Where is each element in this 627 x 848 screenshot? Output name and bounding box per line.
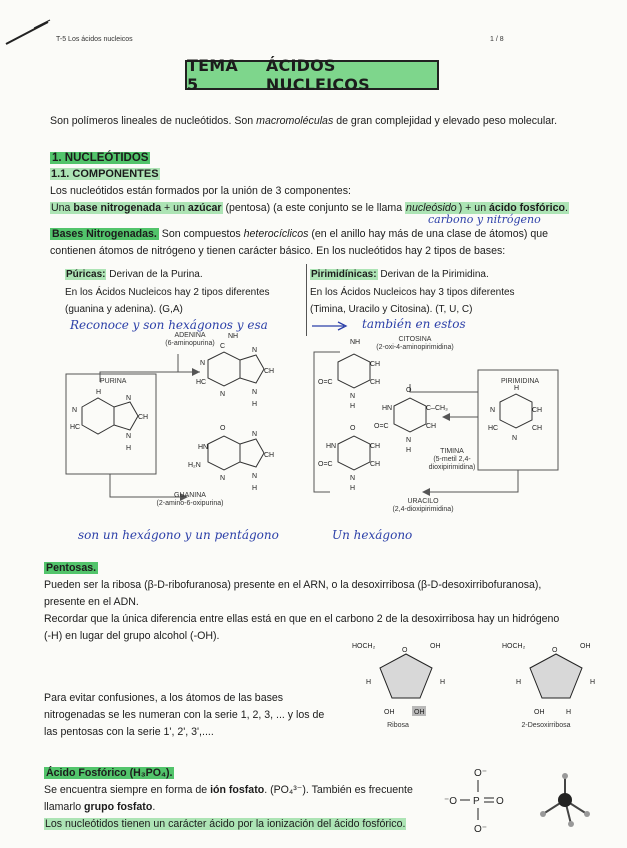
pen-mark <box>4 18 52 48</box>
svg-text:CH: CH <box>370 461 381 468</box>
label-adenina: ADENINA <box>174 332 206 339</box>
bases-paragraph-1: Bases Nitrogenadas. Son compuestos heterocíclicos (en el anillo hay más de una clase de átomos) que <box>52 228 549 240</box>
puricas-title: Púricas: Derivan de la Purina. <box>66 269 203 280</box>
svg-text:NH: NH <box>350 339 361 346</box>
svg-text:H: H <box>590 679 596 686</box>
components-line: Los nucleótidos están formados por la unión de 3 componentes: <box>50 185 351 197</box>
svg-text:N: N <box>220 475 226 482</box>
svg-text:N: N <box>72 407 78 414</box>
label-guanina: GUANINA <box>174 492 206 499</box>
svg-text:O: O <box>496 796 504 807</box>
svg-text:H: H <box>406 447 412 454</box>
pirimidinicas-line3: (Timina, Uracilo y Citosina). (T, U, C) <box>310 304 473 315</box>
svg-text:H: H <box>566 709 572 716</box>
svg-text:C–CH₃: C–CH₃ <box>426 405 448 412</box>
label-desoxirribosa: 2-Desoxirribosa <box>521 722 571 729</box>
pentosas-text-3: Recordar que la única diferencia entre ellas está en que en el carbono 2 de la desoxirribosa hay un hidrógeno <box>44 613 560 625</box>
svg-text:CH: CH <box>370 443 381 450</box>
svg-text:H: H <box>350 403 356 410</box>
label-adenina-sub: (6-aminopurina) <box>165 340 215 347</box>
phosphate-structure <box>440 766 520 840</box>
svg-text:O=C: O=C <box>374 423 389 430</box>
svg-text:HN: HN <box>382 405 393 412</box>
fosforico-heading: Ácido Fosfórico (H₃PO₄). <box>46 767 173 779</box>
svg-text:OH: OH <box>580 643 591 650</box>
doc-name: T-5 Los ácidos nucleicos <box>56 36 133 43</box>
svg-text:CH: CH <box>138 414 149 421</box>
title-tema: TEMA 5 <box>187 56 238 94</box>
svg-text:O: O <box>402 647 408 654</box>
handwritten-pirimidinicas: también en estos <box>362 317 466 331</box>
label-citosina: CITOSINA <box>398 336 432 343</box>
svg-text:OH: OH <box>534 709 545 716</box>
svg-text:N: N <box>252 431 258 438</box>
svg-text:CH: CH <box>370 361 381 368</box>
label-timina: TIMINA <box>440 448 464 455</box>
label-uracilo: URACILO <box>407 498 439 505</box>
label-purina: PURINA <box>100 378 127 385</box>
svg-text:N: N <box>350 393 356 400</box>
svg-text:OH: OH <box>384 709 395 716</box>
svg-text:CH: CH <box>426 423 437 430</box>
handwritten-note-carbono: carbono y nitrógeno <box>428 213 541 226</box>
svg-text:N: N <box>512 435 518 442</box>
pentosas-heading: Pentosas. <box>46 562 97 574</box>
pirimidinicas-title: Pirimidínicas: Derivan de la Pirimidina. <box>311 269 489 280</box>
pentosas-text-2: presente en el ADN. <box>44 596 139 608</box>
svg-text:CH: CH <box>264 452 275 459</box>
svg-text:O: O <box>220 425 226 432</box>
label-timina-sub: (5-metil 2,4-dioxipirimidina) <box>428 456 476 471</box>
intro-paragraph: Son polímeros lineales de nucleótidos. Son macromoléculas de gran complejidad y elevado peso molecular. <box>50 115 558 127</box>
svg-text:C: C <box>220 343 226 350</box>
svg-text:NH: NH <box>228 333 239 340</box>
svg-text:H₂N: H₂N <box>188 462 201 469</box>
label-pirimidina: PIRIMIDINA <box>500 378 540 385</box>
handwritten-puricas: Reconoce y son hexágonos y esa <box>70 318 268 332</box>
phosphate-3d-model <box>535 770 595 830</box>
pentosas-text-7: las pentosas con la serie 1', 2', 3',.... <box>44 726 214 738</box>
svg-text:N: N <box>490 407 496 414</box>
svg-text:HC: HC <box>196 379 207 386</box>
pentosas-text-1: Pueden ser la ribosa (β-D-ribofuranosa) presente en el ARN, o la desoxirribosa (β-D-desoxirribofuranosa), <box>44 579 542 591</box>
subsection-heading: 1.1. COMPONENTES <box>51 168 159 180</box>
svg-text:HOCH₂: HOCH₂ <box>352 643 376 650</box>
puricas-line2: En los Ácidos Nucleicos hay 2 tipos diferentes <box>65 287 270 298</box>
sugar-diagram <box>352 640 612 730</box>
handwritten-pirimidinicas-bottom: Un hexágono <box>332 528 413 542</box>
pentosas-text-5: Para evitar confusiones, a los átomos de las bases <box>44 692 284 704</box>
handwritten-puricas-bottom: son un hexágono y un pentágono <box>78 528 279 542</box>
section-heading: 1. NUCLEÓTIDOS <box>52 152 149 164</box>
puricas-line3: (guanina y adenina). (G,A) <box>65 304 183 315</box>
column-divider <box>306 264 307 336</box>
fosforico-text-1: Se encuentra siempre en forma de ión fosfato. (PO₄³⁻). También es frecuente <box>44 784 413 796</box>
svg-text:OH: OH <box>430 643 441 650</box>
svg-text:N: N <box>126 433 132 440</box>
label-ribosa: Ribosa <box>387 722 409 729</box>
svg-text:H: H <box>366 679 372 686</box>
svg-text:O: O <box>552 647 558 654</box>
svg-text:N: N <box>220 391 226 398</box>
label-citosina-sub: (2-oxi-4-aminopirimidina) <box>376 344 454 351</box>
svg-text:H: H <box>252 485 258 492</box>
pirimidinicas-line2: En los Ácidos Nucleicos hay 3 tipos diferentes <box>310 287 515 298</box>
svg-text:H: H <box>350 485 356 492</box>
components-list: Una base nitrogenada + un azúcar (pentosa) (a este conjunto se le llama nucleósido ) + un ácido fosfórico. <box>51 202 568 214</box>
svg-text:HN: HN <box>326 443 337 450</box>
fosforico-text-3: Los nucleótidos tienen un carácter ácido por la ionización del ácido fosfórico. <box>45 818 406 830</box>
svg-text:N: N <box>126 395 132 402</box>
svg-text:HC: HC <box>70 424 81 431</box>
svg-text:HN: HN <box>198 444 209 451</box>
svg-text:H: H <box>514 385 520 392</box>
svg-text:CH: CH <box>264 368 275 375</box>
pentosas-text-6: nitrogenadas se les numeran con la serie 1, 2, 3, ... y los de <box>44 709 325 721</box>
svg-text:H: H <box>126 445 132 452</box>
bases-paragraph-2: contienen átomos de nitrógeno y tienen carácter básico. En los nucleótidos hay 2 tipos de bases: <box>50 245 506 257</box>
svg-text:HC: HC <box>488 425 499 432</box>
page-title <box>185 56 439 94</box>
svg-text:O⁻: O⁻ <box>474 824 488 835</box>
svg-text:CH: CH <box>370 379 381 386</box>
label-uracilo-sub: (2,4-dioxipirimidina) <box>392 506 454 513</box>
svg-text:⁻O: ⁻O <box>444 796 458 807</box>
svg-text:O=C: O=C <box>318 461 333 468</box>
svg-text:H: H <box>96 389 102 396</box>
svg-text:N: N <box>252 389 258 396</box>
svg-text:P: P <box>473 796 480 807</box>
svg-text:O: O <box>406 387 412 394</box>
pentosas-text-4: (-H) en lugar del grupo alcohol (-OH). <box>44 630 220 642</box>
arrow-icon <box>310 320 350 332</box>
svg-text:CH: CH <box>532 407 543 414</box>
svg-text:H: H <box>252 401 258 408</box>
svg-text:CH: CH <box>532 425 543 432</box>
svg-text:HOCH₂: HOCH₂ <box>502 643 526 650</box>
page-number: 1 / 8 <box>490 36 504 43</box>
svg-text:O: O <box>350 425 356 432</box>
svg-text:N: N <box>200 360 206 367</box>
svg-text:N: N <box>350 475 356 482</box>
svg-text:O=C: O=C <box>318 379 333 386</box>
svg-text:H: H <box>440 679 446 686</box>
svg-text:N: N <box>252 473 258 480</box>
svg-text:N: N <box>252 347 258 354</box>
svg-text:H: H <box>516 679 522 686</box>
pyrimidine-diagram <box>310 332 560 522</box>
fosforico-text-2: llamarlo grupo fosfato. <box>44 801 156 813</box>
svg-text:OH: OH <box>414 709 425 716</box>
label-guanina-sub: (2-amino-6-oxipurina) <box>156 500 224 507</box>
svg-text:O⁻: O⁻ <box>474 768 488 779</box>
svg-text:N: N <box>406 437 412 444</box>
title-name: ÁCIDOS NUCLEICOS <box>265 56 370 94</box>
